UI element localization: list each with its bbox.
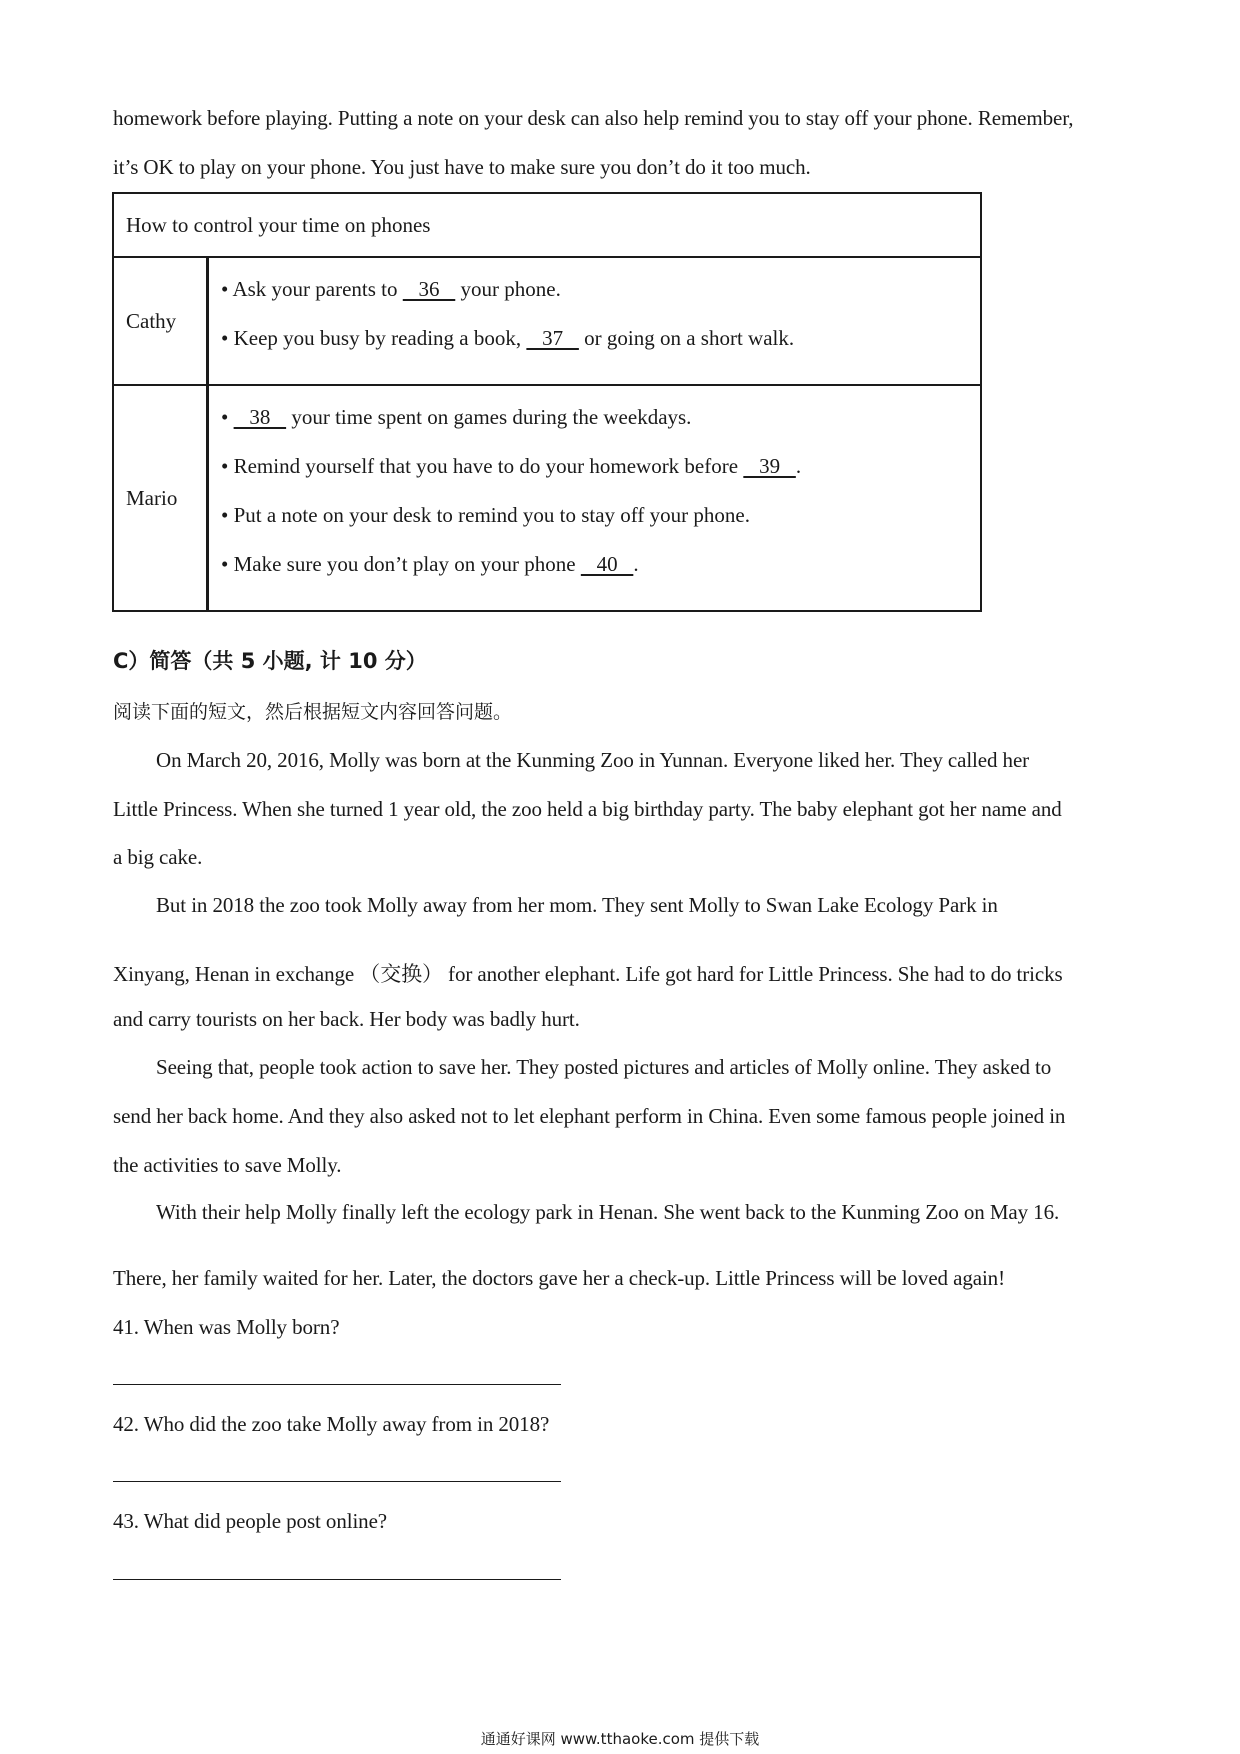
- passage-line: Little Princess. When she turned 1 year old, the zoo held a big birthday party. The baby elephant got her name and: [113, 797, 1062, 821]
- blank-39: 39: [743, 454, 796, 478]
- bullet-item: • Remind yourself that you have to do your homework before 39 .: [221, 454, 802, 478]
- bullet-item: • Put a note on your desk to remind you to stay off your phone.: [221, 503, 750, 527]
- bullet-item: • Ask your parents to 36 your phone.: [221, 277, 561, 301]
- passage-line: and carry tourists on her back. Her body was badly hurt.: [113, 1007, 580, 1031]
- bullet-item: • Make sure you don’t play on your phone 40 .: [221, 552, 639, 576]
- question-41: 41. When was Molly born?: [113, 1315, 340, 1339]
- section-c-title: C）简答（共 5 小题, 计 10 分）: [113, 649, 427, 673]
- passage-line: send her back home. And they also asked not to let elephant perform in China. Even some famous people joined in: [113, 1104, 1066, 1128]
- passage-line: the activities to save Molly.: [113, 1153, 342, 1177]
- passage-line: Seeing that, people took action to save her. They posted pictures and articles of Molly online. They asked to: [156, 1055, 1052, 1079]
- passage-line: a big cake.: [113, 845, 203, 869]
- blank-40: 40: [580, 552, 634, 576]
- section-c-instruction: 阅读下面的短文，然后根据短文内容回答问题。: [113, 701, 513, 723]
- answer-line-41[interactable]: [113, 1384, 561, 1385]
- passage-line: With their help Molly finally left the ecology park in Henan. She went back to the Kunming Zoo on May 16.: [156, 1200, 1060, 1224]
- blank-38: 38: [233, 405, 287, 429]
- intro-line-2: it’s OK to play on your phone. You just have to make sure you don’t do it too much.: [113, 155, 811, 179]
- bullet-item: • 38 your time spent on games during the weekdays.: [221, 405, 692, 429]
- row-name-mario: Mario: [113, 385, 208, 611]
- passage-line: There, her family waited for her. Later, the doctors gave her a check-up. Little Princess will be loved again!: [113, 1266, 1005, 1290]
- passage-line: On March 20, 2016, Molly was born at the Kunming Zoo in Yunnan. Everyone liked her. They called her: [156, 748, 1030, 772]
- row-name-cathy: Cathy: [113, 257, 208, 385]
- question-43: 43. What did people post online?: [113, 1509, 388, 1533]
- passage-line: Xinyang, Henan in exchange （交换） for another elephant. Life got hard for Little Princess. She had to do tricks: [113, 962, 1063, 986]
- bullet-item: • Keep you busy by reading a book, 37 or going on a short walk.: [221, 326, 795, 350]
- answer-line-43[interactable]: [113, 1579, 561, 1580]
- row-items-cathy: [208, 257, 982, 385]
- table-row-cathy: [113, 257, 981, 385]
- table-row-mario: [113, 385, 981, 611]
- intro-line-1: homework before playing. Putting a note on your desk can also help remind you to stay off your phone. Remember,: [113, 106, 1074, 130]
- passage-line: But in 2018 the zoo took Molly away from her mom. They sent Molly to Swan Lake Ecology Park in: [156, 893, 998, 917]
- table-header: How to control your time on phones: [113, 193, 981, 257]
- answer-line-42[interactable]: [113, 1481, 561, 1482]
- row-items-mario: [208, 385, 982, 611]
- question-42: 42. Who did the zoo take Molly away from in 2018?: [113, 1412, 550, 1436]
- phone-time-table: [112, 192, 982, 612]
- blank-37: 37: [526, 326, 579, 350]
- blank-36: 36: [402, 277, 456, 301]
- page-footer: 通通好课网 www.tthaoke.com 提供下载: [480, 1730, 760, 1748]
